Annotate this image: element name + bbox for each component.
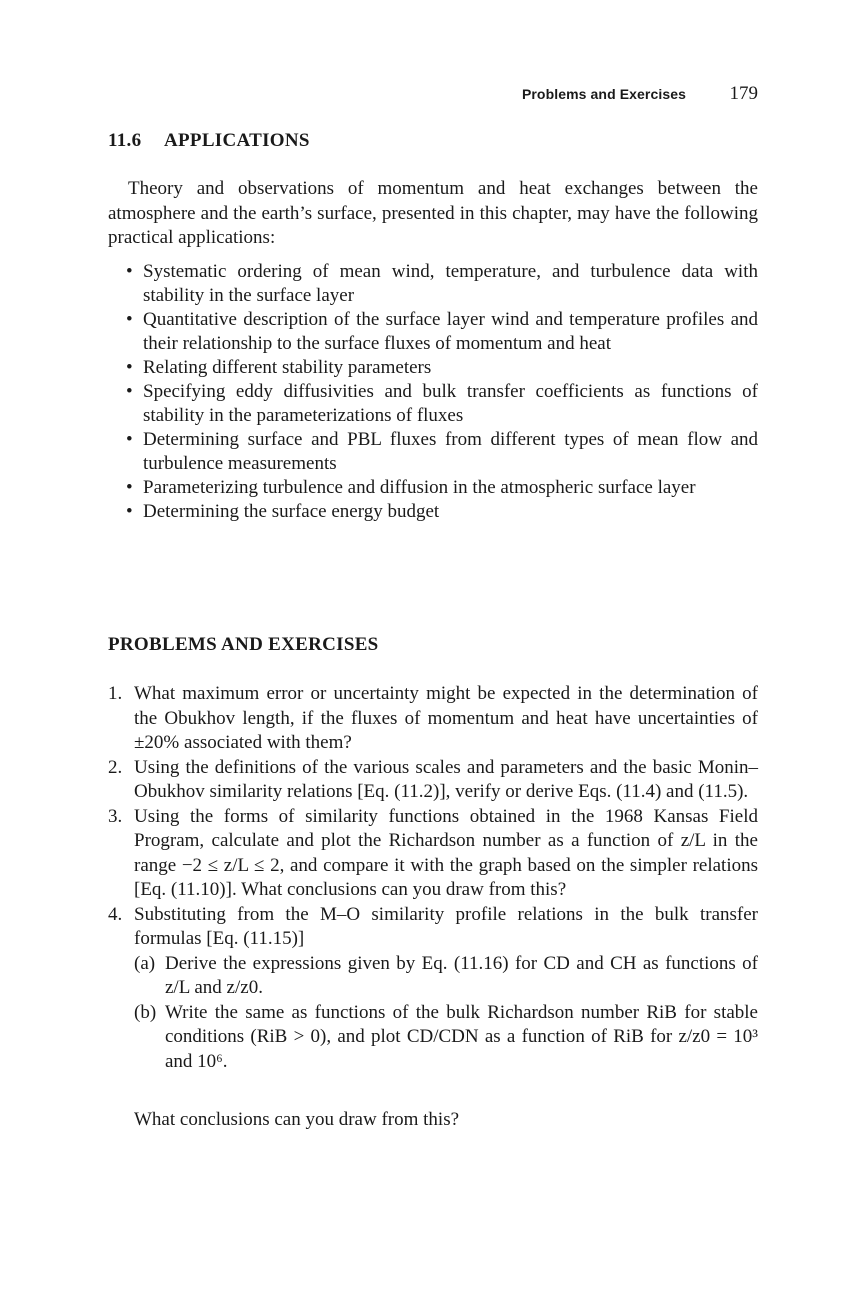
list-item: • Determining surface and PBL fluxes from different types of mean flow and turbulence measurements bbox=[126, 429, 758, 474]
subproblem-text: Derive the expressions given by Eq. (11.16) for CD and CH as functions of z/L and z/z0. bbox=[165, 952, 758, 998]
problem-item bbox=[108, 805, 758, 903]
problem-text: Using the forms of similarity functions obtained in the 1968 Kansas Field Program, calculate and plot the Richardson number as a function of z/L in the range −2 ≤ z/L ≤ 2, and compare it with the graph based on the simpler relations [Eq. (11.10)]. What conclusions can you draw from this? bbox=[134, 805, 758, 900]
problem-item bbox=[108, 903, 758, 1075]
subproblem-list bbox=[134, 952, 758, 1075]
page-number: 179 bbox=[729, 83, 758, 104]
problem-item bbox=[108, 756, 758, 805]
bullet-icon: • bbox=[126, 261, 133, 282]
problem-text: Using the definitions of the various scales and parameters and the basic Monin–Obukhov similarity relations [Eq. (11.2)], verify or derive Eqs. (11.4) and (11.5). bbox=[134, 756, 758, 802]
applications-list bbox=[126, 260, 758, 524]
problems-heading: PROBLEMS AND EXERCISES bbox=[108, 634, 379, 655]
problem-item bbox=[108, 682, 758, 756]
section-intro bbox=[108, 177, 758, 251]
bullet-icon: • bbox=[126, 381, 133, 402]
closing-question: What conclusions can you draw from this? bbox=[134, 1109, 460, 1130]
list-item: • Quantitative description of the surface layer wind and temperature profiles and their relationship to the surface fluxes of momentum and heat bbox=[126, 309, 758, 354]
subproblem-text: Write the same as functions of the bulk Richardson number RiB for stable conditions (RiB > 0), and plot CD/CDN as a function of RiB for z/z0 = 10³ and 10⁶. bbox=[165, 1001, 758, 1072]
bullet-icon: • bbox=[126, 501, 133, 522]
problem-number: 4. bbox=[108, 903, 123, 925]
problem-text: What maximum error or uncertainty might be expected in the determination of the Obukhov length, if the fluxes of momentum and heat have uncertainties of ±20% associated with them? bbox=[134, 683, 758, 753]
section-heading bbox=[108, 130, 310, 152]
subproblem-label: (b) bbox=[134, 1001, 157, 1023]
problem-number: 2. bbox=[108, 756, 123, 778]
running-head-title: Problems and Exercises bbox=[521, 86, 686, 102]
problem-text: Substituting from the M–O similarity profile relations in the bulk transfer formulas [Eq. (11.15)] bbox=[134, 903, 758, 949]
list-item: • Systematic ordering of mean wind, temperature, and turbulence data with stability in the surface layer bbox=[126, 261, 758, 306]
list-item: • Parameterizing turbulence and diffusion in the atmospheric surface layer bbox=[126, 477, 696, 498]
subproblem-label: (a) bbox=[134, 952, 156, 974]
bullet-icon: • bbox=[126, 477, 133, 498]
section-title: APPLICATIONS bbox=[164, 130, 310, 151]
running-head bbox=[108, 83, 758, 111]
bullet-icon: • bbox=[126, 357, 133, 378]
problem-number: 1. bbox=[108, 683, 123, 704]
bullet-icon: • bbox=[126, 429, 133, 450]
problem-number: 3. bbox=[108, 805, 123, 827]
problems-list bbox=[108, 682, 758, 1074]
intro-paragraph: Theory and observations of momentum and heat exchanges between the atmosphere and the earth’s surface, presented in this chapter, may have the following practical applications: bbox=[108, 178, 758, 248]
section-number: 11.6 bbox=[108, 130, 142, 151]
list-item: • Specifying eddy diffusivities and bulk transfer coefficients as functions of stability in the parameterizations of fluxes bbox=[126, 381, 758, 426]
list-item: • Determining the surface energy budget bbox=[126, 501, 440, 522]
bullet-icon: • bbox=[126, 309, 133, 330]
list-item: • Relating different stability parameters bbox=[126, 357, 432, 378]
subproblem-item bbox=[134, 952, 758, 1001]
subproblem-item bbox=[134, 1001, 758, 1075]
